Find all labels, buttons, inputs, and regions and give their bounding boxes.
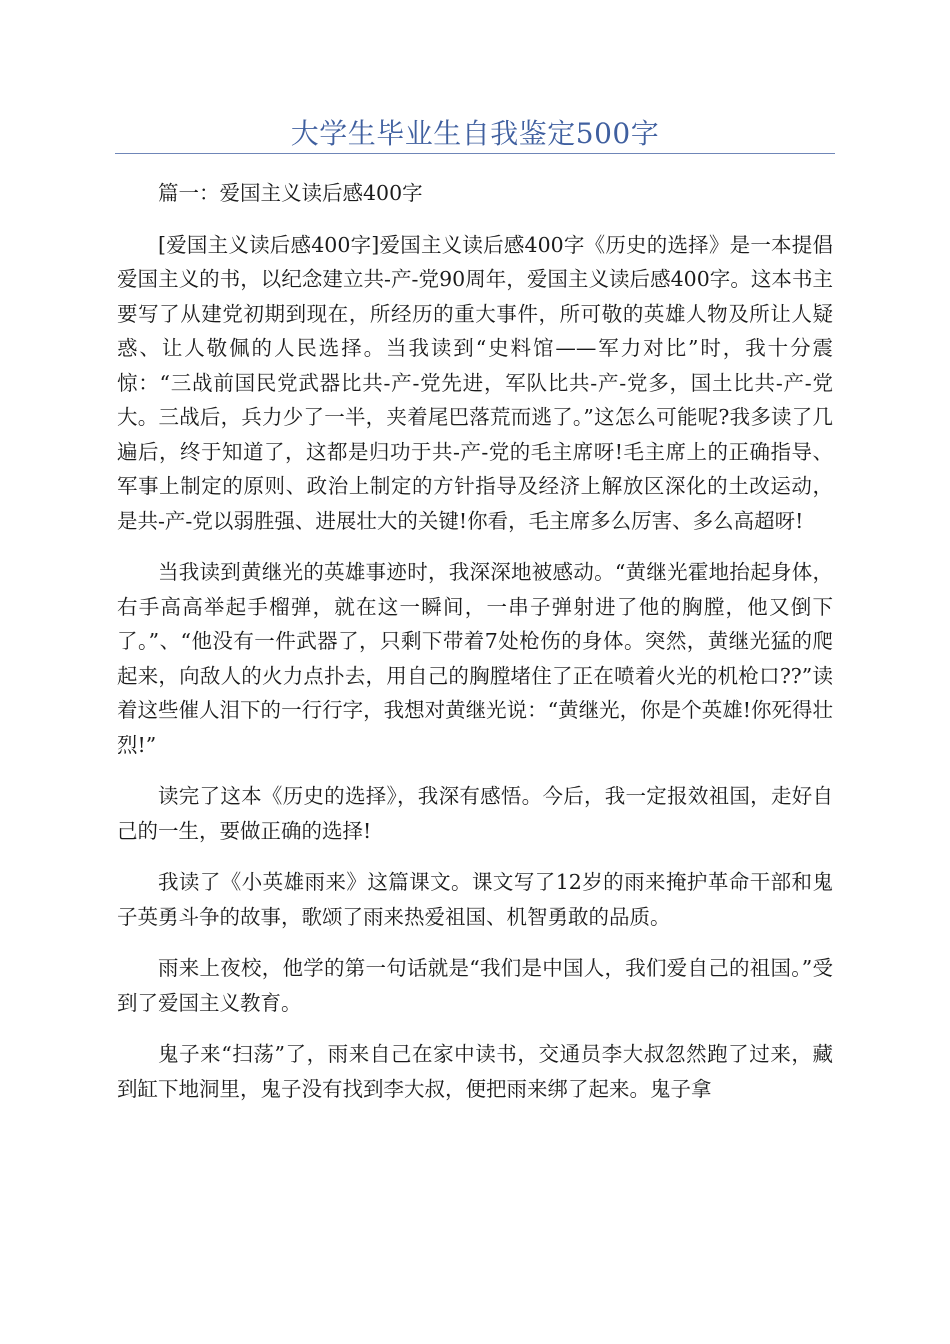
paragraph: 鬼子来“扫荡”了，雨来自己在家中读书，交通员李大叔忽然跑了过来，藏到缸下地洞里，鬼子没有找到李大叔，便把雨来绑了起来。鬼子拿 bbox=[117, 1042, 833, 1101]
paragraph: 当我读到黄继光的英雄事迹时，我深深地被感动。“黄继光霍地抬起身体，右手高高举起手榴弹，就在这一瞬间，一串子弹射进了他的胸膛，他又倒下了。”、“他没有一件武器了，只剩下带着7处枪伤的身体。突然，黄继光猛的爬起来，向敌人的火力点扑去，用自己的胸膛堵住了正在喷着火光的机枪口??”读着这些催人泪下的一行行字，我想对黄继光说：“黄继光，你是个英雄!你死得壮烈!” bbox=[117, 560, 833, 757]
paragraph: 读完了这本《历史的选择》，我深有感悟。今后，我一定报效祖国，走好自己的一生，要做正确的选择! bbox=[117, 784, 833, 843]
title-divider bbox=[115, 153, 835, 154]
paragraph: 我读了《小英雄雨来》这篇课文。课文写了12岁的雨来掩护革命干部和鬼子英勇斗争的故事，歌颂了雨来热爱祖国、机智勇敢的品质。 bbox=[117, 870, 833, 929]
page-title: 大学生毕业生自我鉴定500字 bbox=[290, 117, 660, 150]
paragraph: [爱国主义读后感400字]爱国主义读后感400字《历史的选择》是一本提倡爱国主义的书，以纪念建立共-产-党90周年，爱国主义读后感400字。这本书主要写了从建党初期到现在，所经历的重大事件，所可敬的英雄人物及所让人疑惑、让人敬佩的人民选择。当我读到“史料馆——军力对比”时，我十分震惊：“三战前国民党武器比共-产-党先进，军队比共-产-党多，国土比共-产-党大。三战后，兵力少了一半，夹着尾巴落荒而逃了。”这怎么可能呢?我多读了几遍后，终于知道了，这都是归功于共-产-党的毛主席呀!毛主席上的正确指导、军事上制定的原则、政治上制定的方针指导及经济上解放区深化的土改运动，是共-产-党以弱胜强、进展壮大的关键!你看，毛主席多么厉害、多么高超呀! bbox=[117, 232, 833, 533]
paragraph: 雨来上夜校，他学的第一句话就是“我们是中国人，我们爱自己的祖国。”受到了爱国主义教育。 bbox=[117, 956, 833, 1015]
section-heading: 篇一：爱国主义读后感400字 bbox=[158, 181, 423, 205]
document-body bbox=[117, 176, 833, 1123]
